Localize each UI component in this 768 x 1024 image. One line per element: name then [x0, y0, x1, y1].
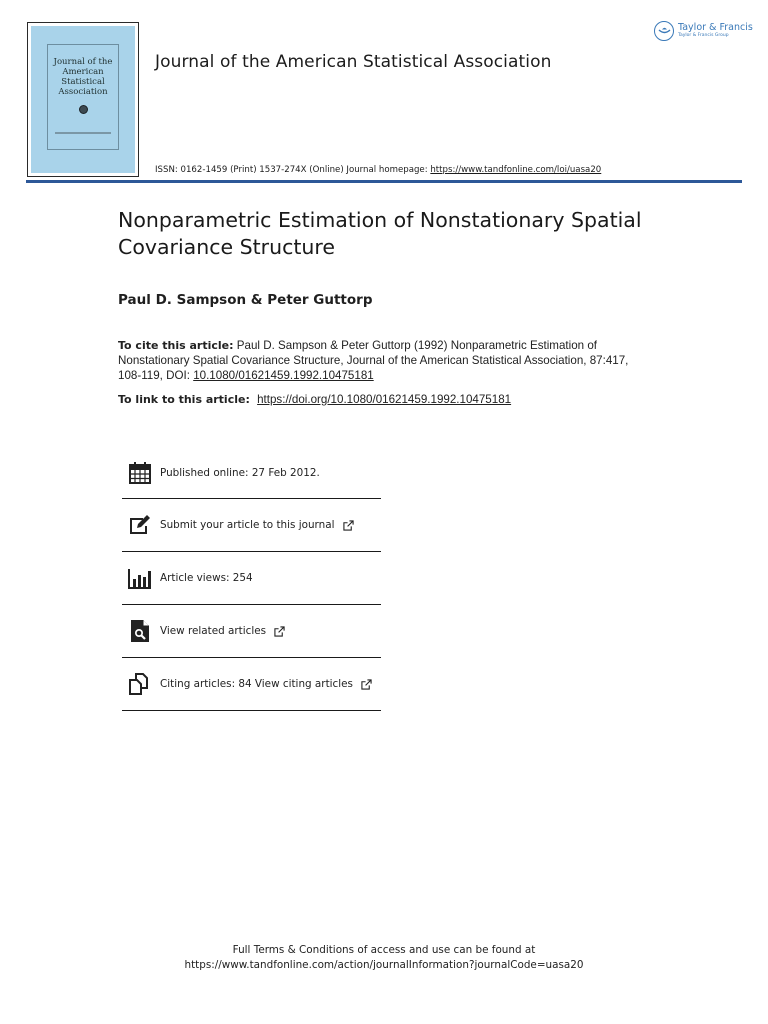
published-online-text: Published online: 27 Feb 2012.: [160, 466, 320, 479]
edit-icon: [128, 513, 152, 537]
cover-title-line: Journal of the: [53, 57, 113, 67]
journal-cover-title: [54, 57, 113, 97]
header-divider: [26, 180, 742, 183]
published-online-row: [122, 447, 381, 499]
issn-line: [155, 165, 601, 175]
external-link-icon: [274, 626, 285, 637]
issn-text: ISSN: 0162-1459 (Print) 1537-274X (Online) Journal homepage:: [155, 165, 431, 175]
journal-cover-image: [27, 22, 139, 177]
publisher-logo-icon: [654, 21, 674, 41]
cover-title-line: Statistical: [61, 77, 105, 87]
article-views-row: [122, 552, 381, 605]
cover-seal-icon: [79, 105, 88, 114]
publisher-logo: [654, 21, 753, 41]
cover-title-line: American: [62, 67, 104, 77]
related-articles-text[interactable]: View related articles: [160, 625, 267, 637]
terms-footer-line: Full Terms & Conditions of access and use can be found at: [232, 944, 536, 956]
bar-chart-icon: [128, 566, 152, 590]
calendar-icon: [128, 461, 152, 485]
cover-footer-rule: [55, 132, 111, 134]
journal-cover-background: [31, 26, 135, 173]
citing-articles-text[interactable]: Citing articles: 84 View citing articles: [160, 678, 353, 690]
citation-block: [118, 338, 638, 383]
article-views-text: Article views: 254: [160, 572, 253, 584]
journal-homepage-link[interactable]: https://www.tandfonline.com/loi/uasa20: [430, 165, 602, 175]
terms-footer-url[interactable]: https://www.tandfonline.com/action/journalInformation?journalCode=uasa20: [184, 959, 584, 971]
cover-title-line: Association: [58, 87, 108, 97]
publisher-subname: Taylor & Francis Group: [678, 33, 729, 38]
submit-article-row[interactable]: [122, 499, 381, 552]
article-link-line: [118, 393, 511, 406]
article-info-box: [122, 447, 381, 711]
document-search-icon: [128, 619, 152, 643]
link-label: To link to this article:: [118, 393, 250, 406]
submit-article-text[interactable]: Submit your article to this journal: [160, 519, 335, 531]
related-articles-row[interactable]: [122, 605, 381, 658]
article-doi-url-link[interactable]: https://doi.org/10.1080/01621459.1992.10475181: [257, 393, 512, 406]
journal-cover-panel: [47, 44, 119, 150]
doi-link[interactable]: 10.1080/01621459.1992.10475181: [193, 369, 374, 382]
terms-footer: [0, 943, 768, 973]
journal-title: Journal of the American Statistical Association: [155, 52, 552, 72]
external-link-icon: [343, 520, 354, 531]
publisher-name: Taylor & Francis: [678, 22, 753, 33]
external-link-icon: [361, 679, 372, 690]
citing-documents-icon: [128, 672, 152, 696]
article-title: Nonparametric Estimation of Nonstationary Spatial Covariance Structure: [118, 208, 642, 259]
cite-text: Paul D. Sampson & Peter Guttorp (1992) Nonparametric Estimation of Nonstationary Spatial Covariance Structure, Journal of the American Statistical Association, 87:417, 108-119, DOI:: [118, 339, 629, 382]
article-authors: Paul D. Sampson & Peter Guttorp: [118, 292, 373, 308]
citing-articles-row[interactable]: [122, 658, 381, 711]
cite-label: To cite this article:: [118, 339, 234, 352]
